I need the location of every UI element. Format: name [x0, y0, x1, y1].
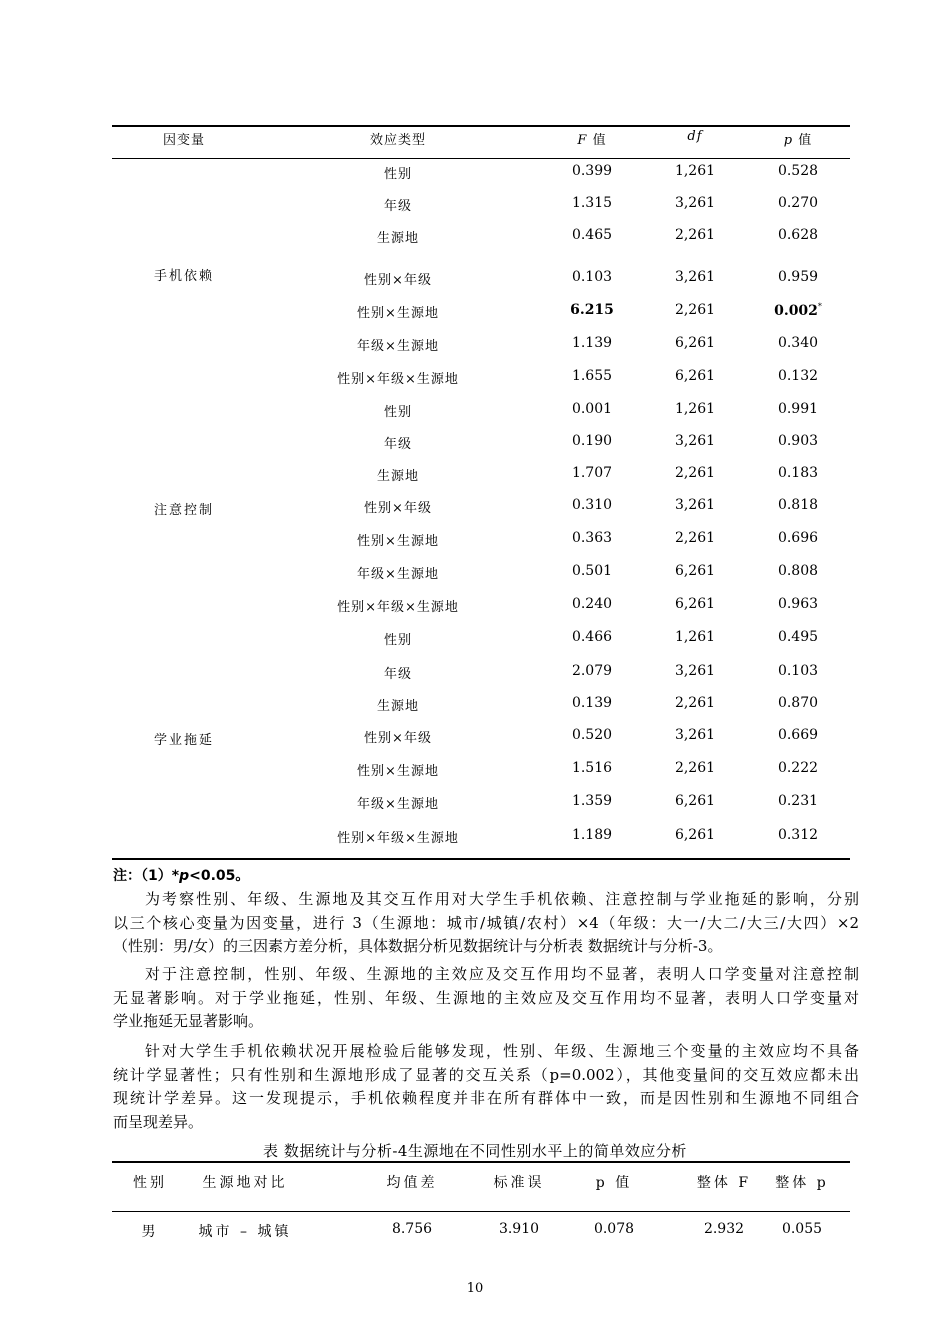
effect-cell: 性别×生源地: [357, 306, 439, 321]
effect-cell: 年级×生源地: [357, 339, 439, 354]
paragraph-line: 针对大学生手机依赖状况开展检验后能够发现，性别、年级、生源地三个变量的主效应均不具备: [145, 1042, 859, 1060]
df-cell: 6,261: [674, 368, 716, 384]
df-cell: 2,261: [674, 227, 716, 243]
df-cell: 2,261: [674, 465, 716, 481]
header-cell: 整体 F: [696, 1175, 752, 1191]
f-value-cell: 1.139: [571, 335, 613, 351]
p-value-cell: 0.870: [777, 695, 819, 711]
table-cell: 城市 – 城镇: [198, 1224, 292, 1240]
f-value-cell: 0.139: [571, 695, 613, 711]
dv-label: 手机依赖: [153, 269, 215, 284]
effect-cell: 性别×年级×生源地: [337, 372, 459, 387]
header-df: df: [687, 129, 703, 144]
effect-cell: 年级: [383, 199, 413, 214]
f-value-cell: 1.516: [571, 760, 613, 776]
dv-label: 注意控制: [153, 503, 215, 518]
effect-cell: 年级×生源地: [357, 567, 439, 582]
effect-cell: 年级: [383, 667, 413, 682]
table-cell: 8.756: [391, 1221, 433, 1237]
df-cell: 3,261: [674, 433, 716, 449]
paragraph-line: 而呈现差异。: [113, 1112, 204, 1131]
p-value-cell: 0.495: [777, 629, 819, 645]
header-effect: 效应类型: [369, 133, 427, 148]
f-value-cell: 0.520: [571, 727, 613, 743]
page-number: 10: [466, 1281, 484, 1296]
df-cell: 6,261: [674, 596, 716, 612]
df-cell: 6,261: [674, 793, 716, 809]
df-cell: 3,261: [674, 663, 716, 679]
paragraph-line: 为考察性别、年级、生源地及其交互作用对大学生手机依赖、注意控制与学业拖延的影响，分别: [145, 890, 859, 908]
df-cell: 6,261: [674, 827, 716, 843]
p-value-cell: 0.183: [777, 465, 819, 481]
f-value-cell: 0.240: [571, 596, 613, 612]
df-cell: 1,261: [674, 401, 716, 417]
f-value-cell: 1.315: [571, 195, 613, 211]
effect-cell: 性别×生源地: [357, 764, 439, 779]
effect-cell: 年级×生源地: [357, 797, 439, 812]
effect-cell: 性别×年级: [364, 501, 432, 516]
f-value-cell: 0.310: [571, 497, 613, 513]
paragraph-line: 现统计学差异。这一发现提示，手机依赖程度并非在所有群体中一致，而是因性别和生源地不同组合: [113, 1089, 859, 1108]
f-value-cell: 0.465: [571, 227, 613, 243]
df-cell: 3,261: [674, 195, 716, 211]
table-top-rule: [112, 125, 850, 127]
df-cell: 1,261: [674, 629, 716, 645]
p-value-cell: 0.528: [777, 163, 819, 179]
p-value-cell: 0.103: [777, 663, 819, 679]
paragraph-2: [113, 963, 859, 1034]
table-note: 注：（1）*p<0.05。: [113, 868, 250, 884]
f-value-cell: 0.103: [571, 269, 613, 285]
header-p: p 值: [783, 133, 813, 148]
paragraph-line: （性别：男/女）的三因素方差分析，具体数据分析见数据统计与分析表 数据统计与分析-3。: [113, 937, 723, 956]
df-cell: 2,261: [674, 530, 716, 546]
effect-cell: 性别×年级: [364, 731, 432, 746]
df-cell: 2,261: [674, 302, 716, 318]
f-value-cell: 0.466: [571, 629, 613, 645]
p-value-cell: 0.340: [777, 335, 819, 351]
header-cell: 整体 p: [775, 1175, 829, 1191]
df-cell: 3,261: [674, 269, 716, 285]
effect-cell: 性别×年级: [364, 273, 432, 288]
p-value-cell: 0.628: [777, 227, 819, 243]
header-cell: 均值差: [386, 1175, 438, 1191]
p-value-cell: 0.222: [777, 760, 819, 776]
table-top-rule: [112, 1161, 850, 1163]
table-caption: 表 数据统计与分析-4生源地在不同性别水平上的简单效应分析: [263, 1142, 687, 1160]
table-cell: 2.932: [703, 1221, 745, 1237]
effect-cell: 性别×生源地: [357, 534, 439, 549]
table-cell: 3.910: [498, 1221, 540, 1237]
effect-cell: 性别: [383, 633, 413, 648]
f-value-cell: 0.190: [571, 433, 613, 449]
df-cell: 2,261: [674, 695, 716, 711]
f-value-cell: 0.363: [571, 530, 613, 546]
header-cell: 标准误: [493, 1175, 545, 1191]
header-dv: 因变量: [162, 133, 206, 148]
effect-cell: 性别: [383, 405, 413, 420]
f-value-cell: 1.189: [571, 827, 613, 843]
paragraph-line: 对于注意控制，性别、年级、生源地的主效应及交互作用均不显著，表明人口学变量对注意控制: [145, 965, 859, 983]
p-value-cell: 0.669: [777, 727, 819, 743]
p-value-cell: 0.231: [777, 793, 819, 809]
table-cell: 0.078: [593, 1221, 635, 1237]
effect-cell: 生源地: [376, 699, 420, 714]
significance-marker: *: [817, 302, 822, 311]
paragraph-1: [113, 888, 859, 959]
f-value-cell: 0.399: [571, 163, 613, 179]
table-header-rule: [112, 1211, 850, 1212]
df-cell: 1,261: [674, 163, 716, 179]
table-header-rule: [112, 158, 850, 159]
p-value-cell: 0.991: [777, 401, 819, 417]
header-cell: p 值: [595, 1175, 633, 1191]
p-value-cell: 0.903: [777, 433, 819, 449]
effect-cell: 性别×年级×生源地: [337, 600, 459, 615]
p-value-cell: 0.132: [777, 368, 819, 384]
p-value: 0.002: [774, 303, 818, 319]
paragraph-3: [113, 1040, 859, 1134]
effect-cell: 性别: [383, 167, 413, 182]
df-cell: 3,261: [674, 497, 716, 513]
df-cell: 2,261: [674, 760, 716, 776]
table-cell: 0.055: [781, 1221, 823, 1237]
p-value-cell: [774, 302, 822, 319]
table-bottom-rule: [112, 858, 850, 860]
effect-cell: 生源地: [376, 469, 420, 484]
p-value-cell: 0.808: [777, 563, 819, 579]
effect-cell: 年级: [383, 437, 413, 452]
p-value-cell: 0.696: [777, 530, 819, 546]
df-cell: 6,261: [674, 563, 716, 579]
p-value-cell: 0.818: [777, 497, 819, 513]
f-value-cell: 0.501: [571, 563, 613, 579]
f-value-cell: 0.001: [571, 401, 613, 417]
dv-label: 学业拖延: [153, 733, 215, 748]
paragraph-line: 学业拖延无显著影响。: [113, 1012, 264, 1031]
p-value-cell: 0.312: [777, 827, 819, 843]
p-value-cell: 0.963: [777, 596, 819, 612]
f-value-cell: 2.079: [571, 663, 613, 679]
table-cell: 男: [141, 1224, 159, 1240]
f-value-cell: 1.655: [571, 368, 613, 384]
paragraph-line: 统计学显著性；只有性别和生源地形成了显著的交互关系（p=0.002），其他变量间的交互效应都未出: [113, 1065, 859, 1084]
paragraph-line: 无显著影响。对于学业拖延，性别、年级、生源地的主效应及交互作用均不显著，表明人口学变量对: [113, 988, 859, 1007]
effect-cell: 生源地: [376, 231, 420, 246]
df-cell: 6,261: [674, 335, 716, 351]
f-value-cell: 1.359: [571, 793, 613, 809]
f-value-cell: 6.215: [570, 302, 614, 318]
effect-cell: 性别×年级×生源地: [337, 831, 459, 846]
header-cell: 性别: [133, 1175, 167, 1191]
header-cell: 生源地对比: [202, 1175, 288, 1191]
p-value-cell: 0.959: [777, 269, 819, 285]
p-value-cell: 0.270: [777, 195, 819, 211]
f-value-cell: 1.707: [571, 465, 613, 481]
header-f: F 值: [577, 133, 607, 148]
paragraph-line: 以三个核心变量为因变量，进行 3（生源地：城市/城镇/农村）×4（年级：大一/大二/大三/大四）×2: [113, 913, 859, 932]
df-cell: 3,261: [674, 727, 716, 743]
